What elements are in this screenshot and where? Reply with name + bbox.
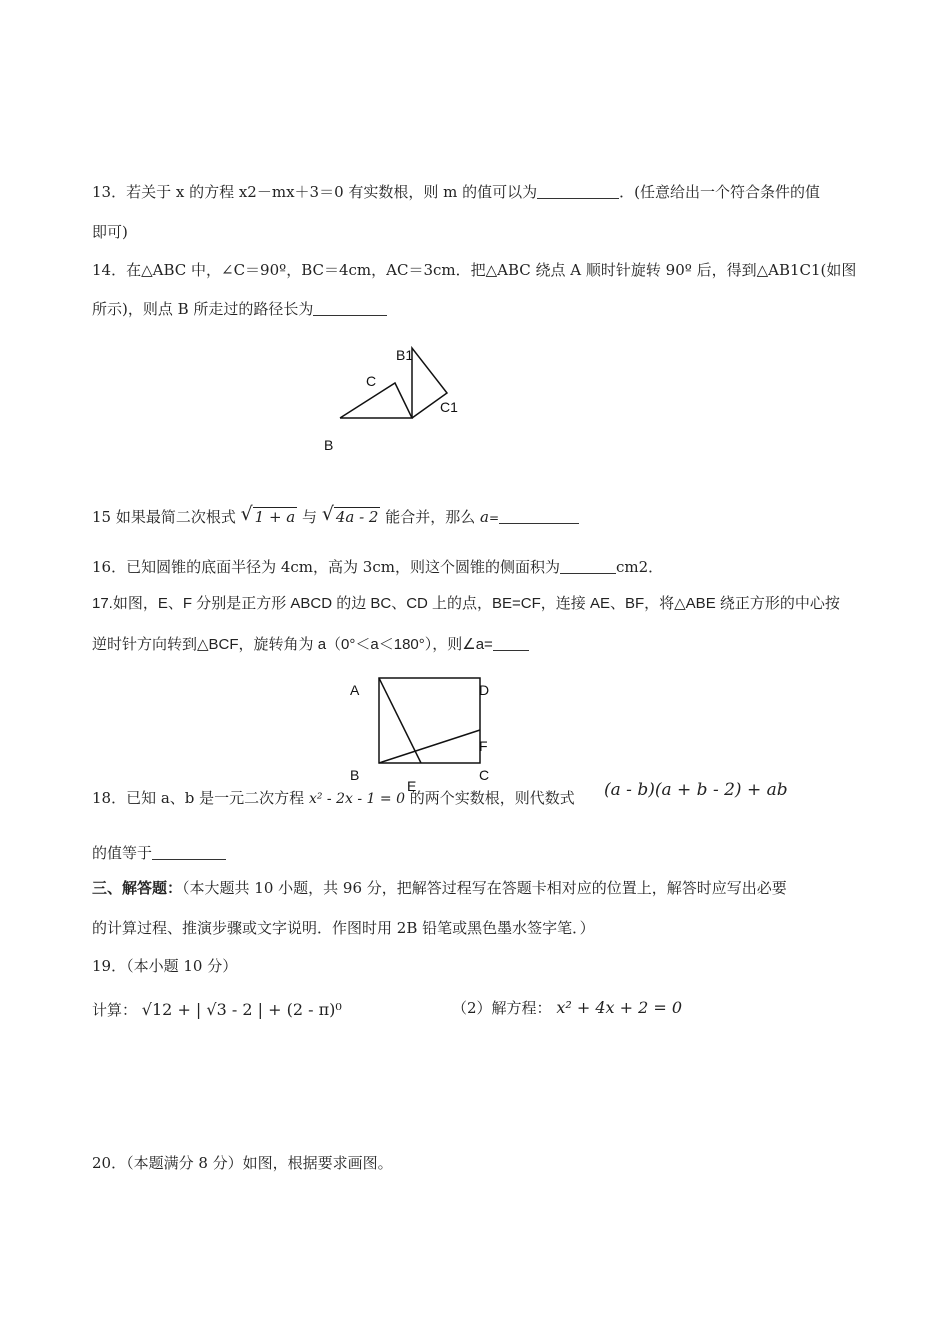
q17-figure — [340, 672, 500, 792]
q14-figure — [320, 338, 470, 458]
q15-answer-blank[interactable] — [499, 508, 579, 524]
label-b: B — [324, 437, 334, 453]
q18-line1 — [92, 788, 575, 809]
q14-answer-blank[interactable] — [313, 300, 387, 316]
q15-prefix: 15 如果最简二次根式 — [92, 508, 236, 526]
q19-calc — [92, 1000, 342, 1020]
q14-text: 所示)，则点 B 所走过的路径长为 — [92, 300, 314, 318]
q15-radical2: √ 4a - 2 — [321, 503, 379, 526]
q15-suffix: 能合并，那么 — [385, 508, 476, 526]
label-c: C — [366, 373, 377, 389]
label-b: B — [350, 767, 360, 783]
q18-mid: 的两个实数根，则代数式 — [409, 789, 575, 807]
q16-unit: cm2． — [615, 558, 664, 576]
q14-line1: 14．在△ABC 中，∠C＝90º，BC＝4cm，AC＝3cm．把△ABC 绕点 A 顺时针旋转 90º 后，得到△AB1C1(如图 — [92, 261, 857, 279]
section3-line1 — [92, 878, 787, 898]
q19-title: 19．（本小题 10 分） — [92, 957, 238, 975]
section3-line2: 的计算过程、推演步骤或文字说明．作图时用 2B 铅笔或黑色墨水签字笔．） — [92, 919, 595, 937]
q19-calc-label: 计算： — [92, 1001, 138, 1019]
label-f: F — [479, 738, 488, 754]
q16-text: 16．已知圆锥的底面半径为 4cm，高为 3cm，则这个圆锥的侧面积为 — [92, 558, 560, 576]
section3-text: （本大题共 10 小题，共 96 分，把解答过程写在答题卡相对应的位置上，解答时应写出必要 — [182, 879, 787, 897]
q17-line1: 17.如图，E、F 分别是正方形 ABCD 的边 BC、CD 上的点，BE=CF，连接 AE、BF，将△ABE 绕正方形的中心按 — [92, 595, 840, 612]
q13-answer-blank[interactable] — [537, 183, 619, 199]
q17-answer-blank[interactable] — [493, 635, 529, 651]
q15-mid: 与 — [302, 508, 318, 526]
label-b1: B1 — [396, 347, 414, 363]
q13-line1 — [92, 182, 820, 202]
q18-text: 的值等于 — [92, 844, 153, 862]
q18-equation: x² - 2x - 1 = 0 — [308, 791, 405, 807]
q17-text: 逆时针方向转到△BCF，旋转角为 a（0°＜a＜180°），则∠a= — [92, 636, 493, 653]
q18-expression: (a - b)(a + b - 2) + ab — [604, 780, 788, 800]
section3-heading: 三、解答题： — [92, 879, 183, 897]
q18-line2 — [92, 843, 226, 863]
q18-answer-blank[interactable] — [152, 844, 226, 860]
q15-line — [92, 503, 579, 528]
q19-calc-expr: √12 + | √3 - 2 | + (2 - π)⁰ — [141, 1000, 342, 1019]
q15-var: a — [480, 508, 489, 526]
q20-text: 20．（本题满分 8 分）如图，根据要求画图。 — [92, 1154, 393, 1172]
square-abcd — [379, 678, 480, 763]
q16-answer-blank[interactable] — [560, 558, 616, 574]
q15-eq: = — [488, 511, 500, 525]
q19-part2-expr: x² + 4x + 2 = 0 — [556, 998, 683, 1017]
q19-part2-label: （2）解方程： — [452, 999, 552, 1017]
q19-part2 — [452, 998, 682, 1018]
segment-ae — [379, 678, 421, 763]
q13-text: 13．若关于 x 的方程 x2－mx＋3＝0 有实数根，则 m 的值可以为 — [92, 183, 538, 201]
q18-prefix: 18．已知 a、b 是一元二次方程 — [92, 789, 305, 807]
label-d: D — [479, 682, 490, 698]
label-c1: C1 — [440, 399, 458, 415]
q13-text-end: ．(任意给出一个符合条件的值 — [619, 183, 821, 201]
label-c: C — [479, 767, 490, 783]
q13-line2: 即可) — [92, 223, 128, 241]
q15-radical1: √ 1 + a — [240, 503, 296, 526]
q14-line2 — [92, 299, 387, 319]
label-a: A — [350, 682, 360, 698]
q17-line2 — [92, 635, 529, 655]
label-e: E — [407, 778, 417, 792]
segment-bf — [379, 730, 480, 763]
q16-line — [92, 557, 663, 577]
